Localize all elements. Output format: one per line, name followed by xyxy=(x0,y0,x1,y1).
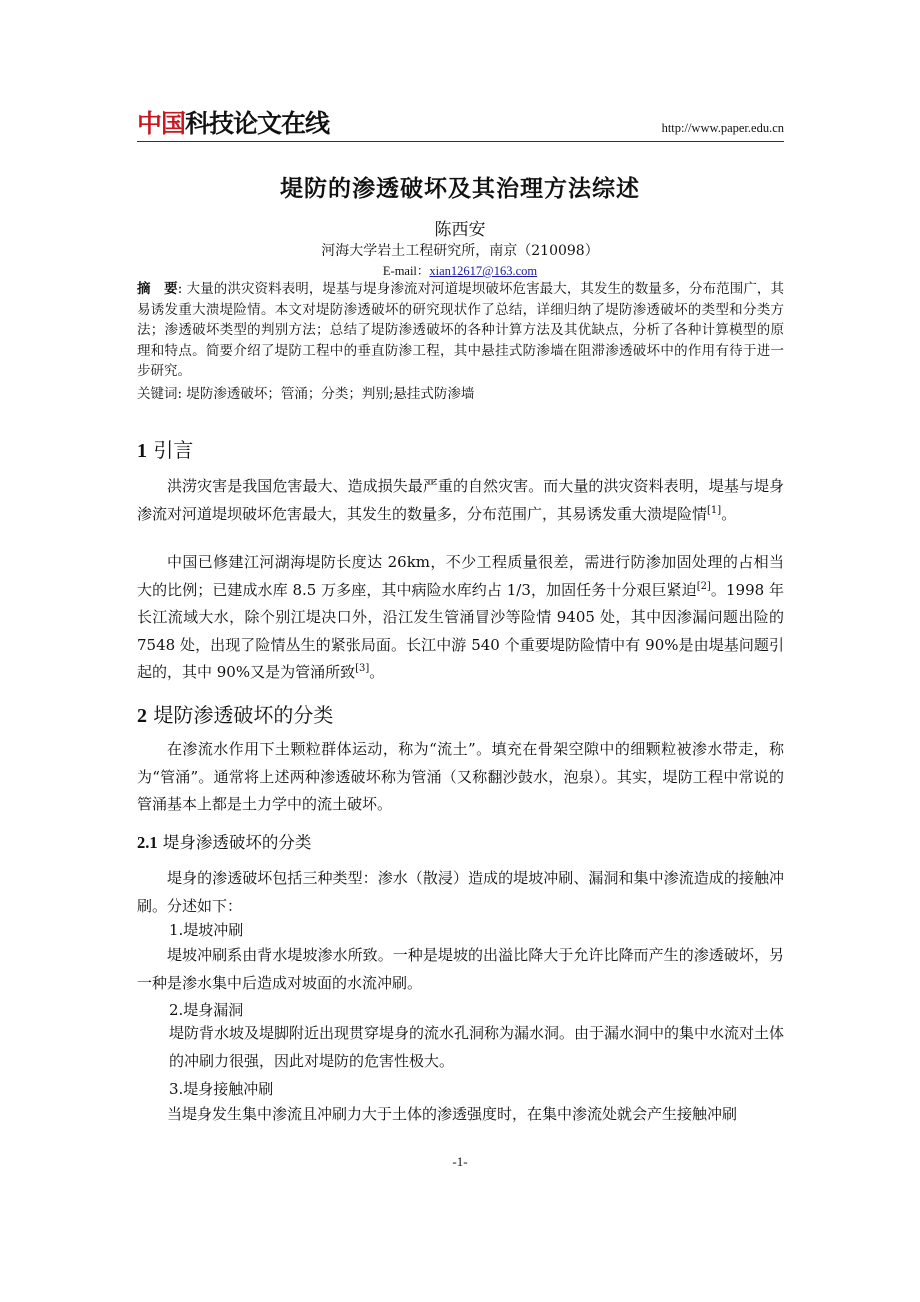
abstract-text: : 大量的洪灾资料表明，堤基与堤身渗流对河道堤坝破坏危害最大，其发生的数量多，分布范围广，其易诱发重大溃堤险情。本文对堤防渗透破坏的研究现状作了总结，详细归纳了堤防渗透破坏的类型和分类方法；渗透破坏类型的判别方法；总结了堤防渗透破坏的各种计算方法及其优缺点，分析了各种计算模型的原理和特点。简要介绍了堤防工程中的垂直防渗工程，其中悬挂式防渗墙在阻滞渗透破坏中的作用有待于进一步研究。 xyxy=(137,281,784,379)
keywords xyxy=(137,384,784,404)
header-divider xyxy=(137,141,784,142)
paragraph-text: 。 xyxy=(369,663,385,681)
page-number: -1- xyxy=(452,1154,468,1169)
item-text-2: 堤防背水坡及堤脚附近出现贯穿堤身的流水孔洞称为漏水洞。由于漏水洞中的集中水流对土体的冲刷力很强，因此对堤防的危害性极大。 xyxy=(169,1024,785,1070)
site-url[interactable]: http://www.paper.edu.cn xyxy=(661,121,784,135)
paragraph-text: 中国已修建江河湖海堤防长度达 26km，不少工程质量很差，需进行防渗加固处理的占相当大的比例；已建成水库 8.5 万多座，其中病险水库约占 1/3，加固任务十分艰巨紧迫 xyxy=(137,553,784,599)
paragraph-text: 洪涝灾害是我国危害最大、造成损失最严重的自然灾害。而大量的洪灾资料表明，堤基与堤身渗流对河道堤坝破坏危害最大，其发生的数量多，分布范围广，其易诱发重大溃堤险情 xyxy=(137,477,784,523)
email-label: E-mail： xyxy=(382,264,430,278)
item-text-1: 堤坡冲刷系由背水堤坡渗水所致。一种是堤坡的出溢比降大于允许比降而产生的渗透破坏，另一种是渗水集中后造成对坡面的水流冲刷。 xyxy=(137,946,784,992)
keywords-text: : 堤防渗透破坏；管涌；分类；判别;悬挂式防渗墙 xyxy=(177,386,475,402)
paragraph-text: 。 xyxy=(721,504,737,523)
subsection-heading xyxy=(137,832,311,854)
item-text-3: 当堤身发生集中渗流且冲刷力大于土体的渗透强度时，在集中渗流处就会产生接触冲刷 xyxy=(167,1105,738,1123)
author-affiliation: 河海大学岩土工程研究所，南京（210098） xyxy=(321,243,599,259)
subsection-intro: 堤身的渗透破坏包括三种类型：渗水（散浸）造成的堤坡冲刷、漏洞和集中渗流造成的接触冲刷。分述如下： xyxy=(137,869,784,915)
section-number: 2 xyxy=(137,705,147,727)
item-heading-1: 1.堤坡冲刷 xyxy=(169,921,244,939)
section-heading-classification xyxy=(137,702,333,729)
citation[interactable]: [3] xyxy=(355,663,370,674)
page-header xyxy=(137,104,784,144)
author-email xyxy=(0,261,920,279)
email-link[interactable]: xian12617@163.com xyxy=(429,264,538,278)
section-title: 引言 xyxy=(153,438,194,462)
section-number: 1 xyxy=(137,440,147,462)
paper-title: 堤防的渗透破坏及其治理方法综述 xyxy=(280,176,640,202)
author-name: 陈西安 xyxy=(434,220,486,240)
keywords-label: 关键词 xyxy=(137,386,178,402)
intro-paragraph-2 xyxy=(137,549,784,687)
logo-black-text: 科技论文在线 xyxy=(185,109,330,138)
intro-paragraph-1 xyxy=(137,473,784,528)
abstract-label: 摘 要 xyxy=(137,281,178,297)
logo-red-text: 中国 xyxy=(137,109,186,138)
classification-paragraph: 在渗流水作用下土颗粒群体运动，称为“流土”。填充在骨架空隙中的细颗粒被渗水带走，称为“管涌”。通常将上述两种渗透破坏称为管涌（又称翻沙鼓水，泡泉）。其实，堤防工程中常说的管涌基本上都是土力学中的流土破坏。 xyxy=(137,740,784,813)
citation[interactable]: [1] xyxy=(707,504,722,516)
section-heading-intro xyxy=(137,437,193,464)
item-heading-2: 2.堤身漏洞 xyxy=(169,1001,244,1019)
citation[interactable]: [2] xyxy=(696,580,711,592)
paragraph-text: 。1998 年长江流域大水，除个别江堤决口外，沿江发生管涌冒沙等险情 9405 处，其中因渗漏问题出险的 7548 处，出现了险情丛生的紧张局面。长江中游 540 个重要堤防险情中有 90%是由堤基问题引起的，其中 90%又是为管涌所致 xyxy=(137,580,784,681)
subsection-number: 2.1 xyxy=(137,833,158,852)
abstract xyxy=(137,279,784,382)
subsection-title: 堤身渗透破坏的分类 xyxy=(162,833,312,852)
site-logo xyxy=(137,110,329,138)
item-heading-3: 3.堤身接触冲刷 xyxy=(169,1080,274,1098)
section-title: 堤防渗透破坏的分类 xyxy=(153,703,334,727)
